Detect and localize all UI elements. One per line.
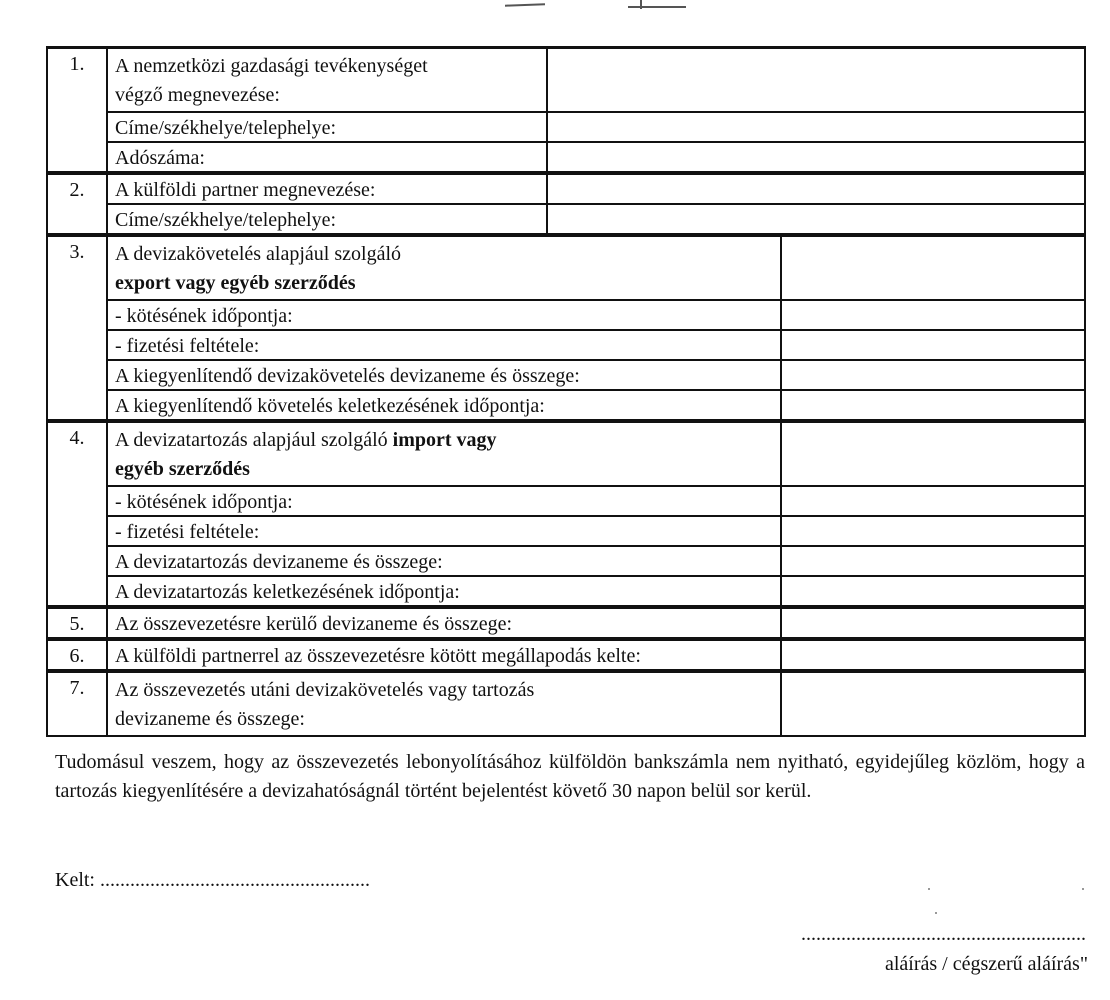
field-receivable-currency-amount[interactable] bbox=[781, 360, 1085, 390]
signature-line[interactable]: ......................................................... bbox=[801, 923, 1086, 945]
label-receivable-currency-amount: A kiegyenlítendő devizakövetelés devizaneme és összege: bbox=[107, 360, 781, 390]
field-import-contract[interactable] bbox=[781, 421, 1085, 486]
field-receivable-origin-date[interactable] bbox=[781, 390, 1085, 421]
row-number-1: 1. bbox=[47, 48, 107, 174]
label-import-payment-terms: - fizetési feltétele: bbox=[107, 516, 781, 546]
label-export-payment-terms: - fizetési feltétele: bbox=[107, 330, 781, 360]
label-debt-origin-date: A devizatartozás keletkezésének időpontja: bbox=[107, 576, 781, 607]
field-entity-address[interactable] bbox=[547, 112, 1085, 142]
label-agreement-date: A külföldi partnerrel az összevezetésre kötött megállapodás kelte: bbox=[107, 639, 781, 671]
field-post-netting-balance[interactable] bbox=[781, 671, 1085, 736]
label-netting-currency-amount: Az összevezetésre kerülő devizaneme és összege: bbox=[107, 607, 781, 639]
scan-artifact bbox=[628, 6, 686, 8]
acknowledgement-statement: Tudomásul veszem, hogy az összevezetés lebonyolításához külföldön bankszámla nem nyitható, egyidejűleg közlöm, hogy a tartozás kiegyenlítésére a devizahatóságnál történt bejelentést követő 30 napon belül sor kerül. bbox=[55, 751, 1085, 802]
scan-artifact bbox=[505, 3, 545, 6]
row-number-2: 2. bbox=[47, 173, 107, 235]
field-partner-name[interactable] bbox=[547, 173, 1085, 204]
field-debt-origin-date[interactable] bbox=[781, 576, 1085, 607]
label-post-netting-balance-line1: Az összevezetés utáni devizakövetelés vagy tartozás bbox=[115, 679, 535, 701]
scan-speck bbox=[1082, 888, 1084, 890]
label-import-contract-date: - kötésének időpontja: bbox=[107, 486, 781, 516]
row-number-7: 7. bbox=[47, 671, 107, 736]
label-entity-address: Címe/székhelye/telephelye: bbox=[107, 112, 547, 142]
label-import-contract bbox=[107, 421, 781, 486]
signature-label: aláírás / cégszerű aláírás" bbox=[884, 953, 1088, 975]
scan-speck bbox=[928, 888, 930, 890]
field-netting-currency-amount[interactable] bbox=[781, 607, 1085, 639]
label-entity-name-line1: A nemzetközi gazdasági tevékenységet bbox=[115, 55, 428, 77]
field-agreement-date[interactable] bbox=[781, 639, 1085, 671]
scan-speck bbox=[935, 912, 937, 914]
label-export-contract-line2: export vagy egyéb szerződés bbox=[115, 272, 356, 294]
declaration-form-table bbox=[46, 46, 1086, 737]
label-partner-name: A külföldi partner megnevezése: bbox=[107, 173, 547, 204]
field-entity-name[interactable] bbox=[547, 48, 1085, 113]
label-export-contract bbox=[107, 235, 781, 300]
field-debt-currency-amount[interactable] bbox=[781, 546, 1085, 576]
row-number-6: 6. bbox=[47, 639, 107, 671]
field-tax-number[interactable] bbox=[547, 142, 1085, 173]
label-entity-name-line2: végző megnevezése: bbox=[115, 84, 280, 106]
row-number-5: 5. bbox=[47, 607, 107, 639]
field-partner-address[interactable] bbox=[547, 204, 1085, 235]
label-post-netting-balance bbox=[107, 671, 781, 736]
label-import-contract-line1: A devizatartozás alapjául szolgáló bbox=[115, 429, 393, 451]
label-receivable-origin-date: A kiegyenlítendő követelés keletkezésének időpontja: bbox=[107, 390, 781, 421]
label-debt-currency-amount: A devizatartozás devizaneme és összege: bbox=[107, 546, 781, 576]
label-post-netting-balance-line2: devizaneme és összege: bbox=[115, 708, 305, 730]
label-partner-address: Címe/székhelye/telephelye: bbox=[107, 204, 547, 235]
label-export-contract-date: - kötésének időpontja: bbox=[107, 300, 781, 330]
label-entity-name bbox=[107, 48, 547, 113]
label-tax-number: Adószáma: bbox=[107, 142, 547, 173]
field-export-payment-terms[interactable] bbox=[781, 330, 1085, 360]
label-import-contract-line1-bold: import vagy bbox=[392, 429, 497, 451]
field-import-payment-terms[interactable] bbox=[781, 516, 1085, 546]
field-import-contract-date[interactable] bbox=[781, 486, 1085, 516]
label-export-contract-line1: A devizakövetelés alapjául szolgáló bbox=[115, 243, 402, 265]
row-number-3: 3. bbox=[47, 235, 107, 421]
row-number-4: 4. bbox=[47, 421, 107, 607]
date-line[interactable]: Kelt: ...................................................... bbox=[55, 869, 370, 891]
label-import-contract-line2: egyéb szerződés bbox=[115, 458, 250, 480]
field-export-contract-date[interactable] bbox=[781, 300, 1085, 330]
scan-artifact bbox=[640, 0, 642, 9]
field-export-contract[interactable] bbox=[781, 235, 1085, 300]
